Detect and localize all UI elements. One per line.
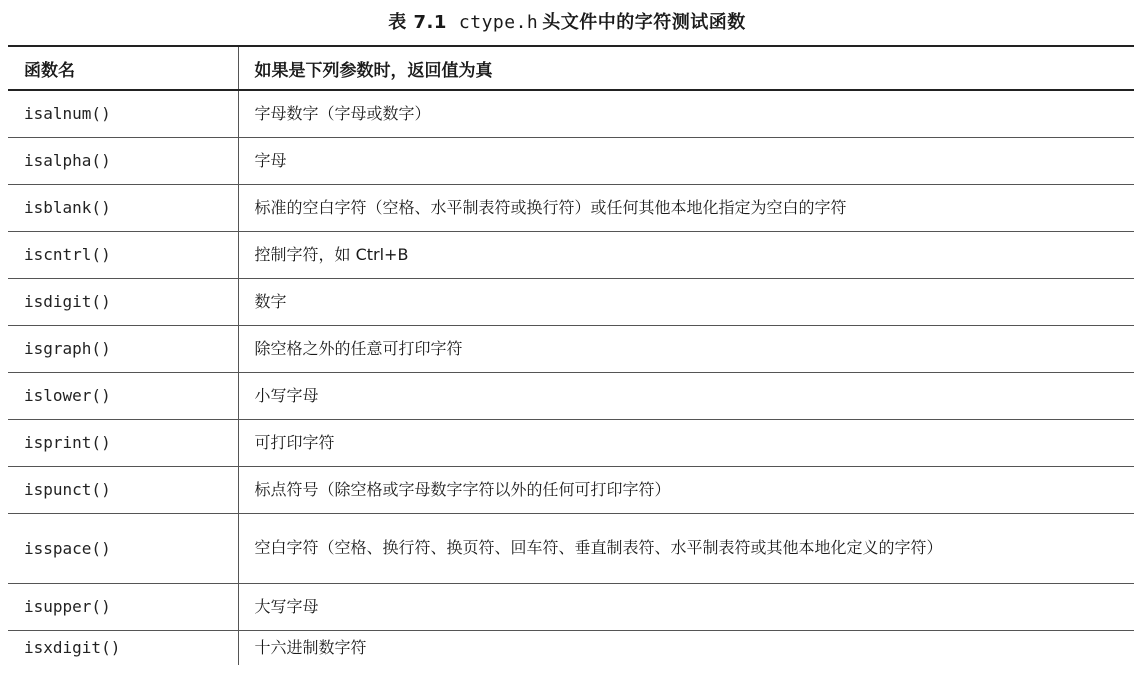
function-name-cell: isblank() <box>8 184 238 231</box>
caption-text: 头文件中的字符测试函数 <box>542 12 746 33</box>
table-row <box>8 513 1134 583</box>
description-cell: 字母数字（字母或数字） <box>238 90 1134 137</box>
description-cell: 标准的空白字符（空格、水平制表符或换行符）或任何其他本地化指定为空白的字符 <box>238 184 1134 231</box>
table-row <box>8 325 1134 372</box>
description-cell: 字母 <box>238 137 1134 184</box>
description-cell: 控制字符，如 Ctrl+B <box>238 231 1134 278</box>
table-row <box>8 90 1134 137</box>
table-caption <box>0 8 1134 34</box>
table-row <box>8 278 1134 325</box>
function-name-cell: isupper() <box>8 583 238 630</box>
function-name-cell: isxdigit() <box>8 630 238 665</box>
description-cell: 空白字符（空格、换行符、换页符、回车符、垂直制表符、水平制表符或其他本地化定义的字符） <box>238 513 1134 583</box>
table-row <box>8 466 1134 513</box>
header-function-name: 函数名 <box>8 46 238 90</box>
function-name-cell: islower() <box>8 372 238 419</box>
description-cell: 小写字母 <box>238 372 1134 419</box>
function-name-cell: isgraph() <box>8 325 238 372</box>
ctype-functions-table <box>8 45 1134 665</box>
description-cell: 可打印字符 <box>238 419 1134 466</box>
description-cell: 除空格之外的任意可打印字符 <box>238 325 1134 372</box>
function-name-cell: iscntrl() <box>8 231 238 278</box>
table-row <box>8 184 1134 231</box>
function-name-cell: isspace() <box>8 513 238 583</box>
function-name-cell: isalnum() <box>8 90 238 137</box>
description-cell: 数字 <box>238 278 1134 325</box>
table-row <box>8 583 1134 630</box>
caption-number: 表 7.1 <box>388 12 447 33</box>
function-name-cell: isprint() <box>8 419 238 466</box>
table-row <box>8 231 1134 278</box>
header-row <box>8 46 1134 90</box>
table-row <box>8 419 1134 466</box>
function-name-cell: isdigit() <box>8 278 238 325</box>
function-name-cell: isalpha() <box>8 137 238 184</box>
table-row <box>8 630 1134 665</box>
caption-code: ctype.h <box>458 12 539 33</box>
description-cell: 十六进制数字符 <box>254 637 367 657</box>
table-row <box>8 372 1134 419</box>
description-cell: 标点符号（除空格或字母数字字符以外的任何可打印字符） <box>238 466 1134 513</box>
function-name-cell: ispunct() <box>8 466 238 513</box>
description-cell: 大写字母 <box>238 583 1134 630</box>
header-return-condition: 如果是下列参数时，返回值为真 <box>238 46 1134 90</box>
table-row <box>8 137 1134 184</box>
